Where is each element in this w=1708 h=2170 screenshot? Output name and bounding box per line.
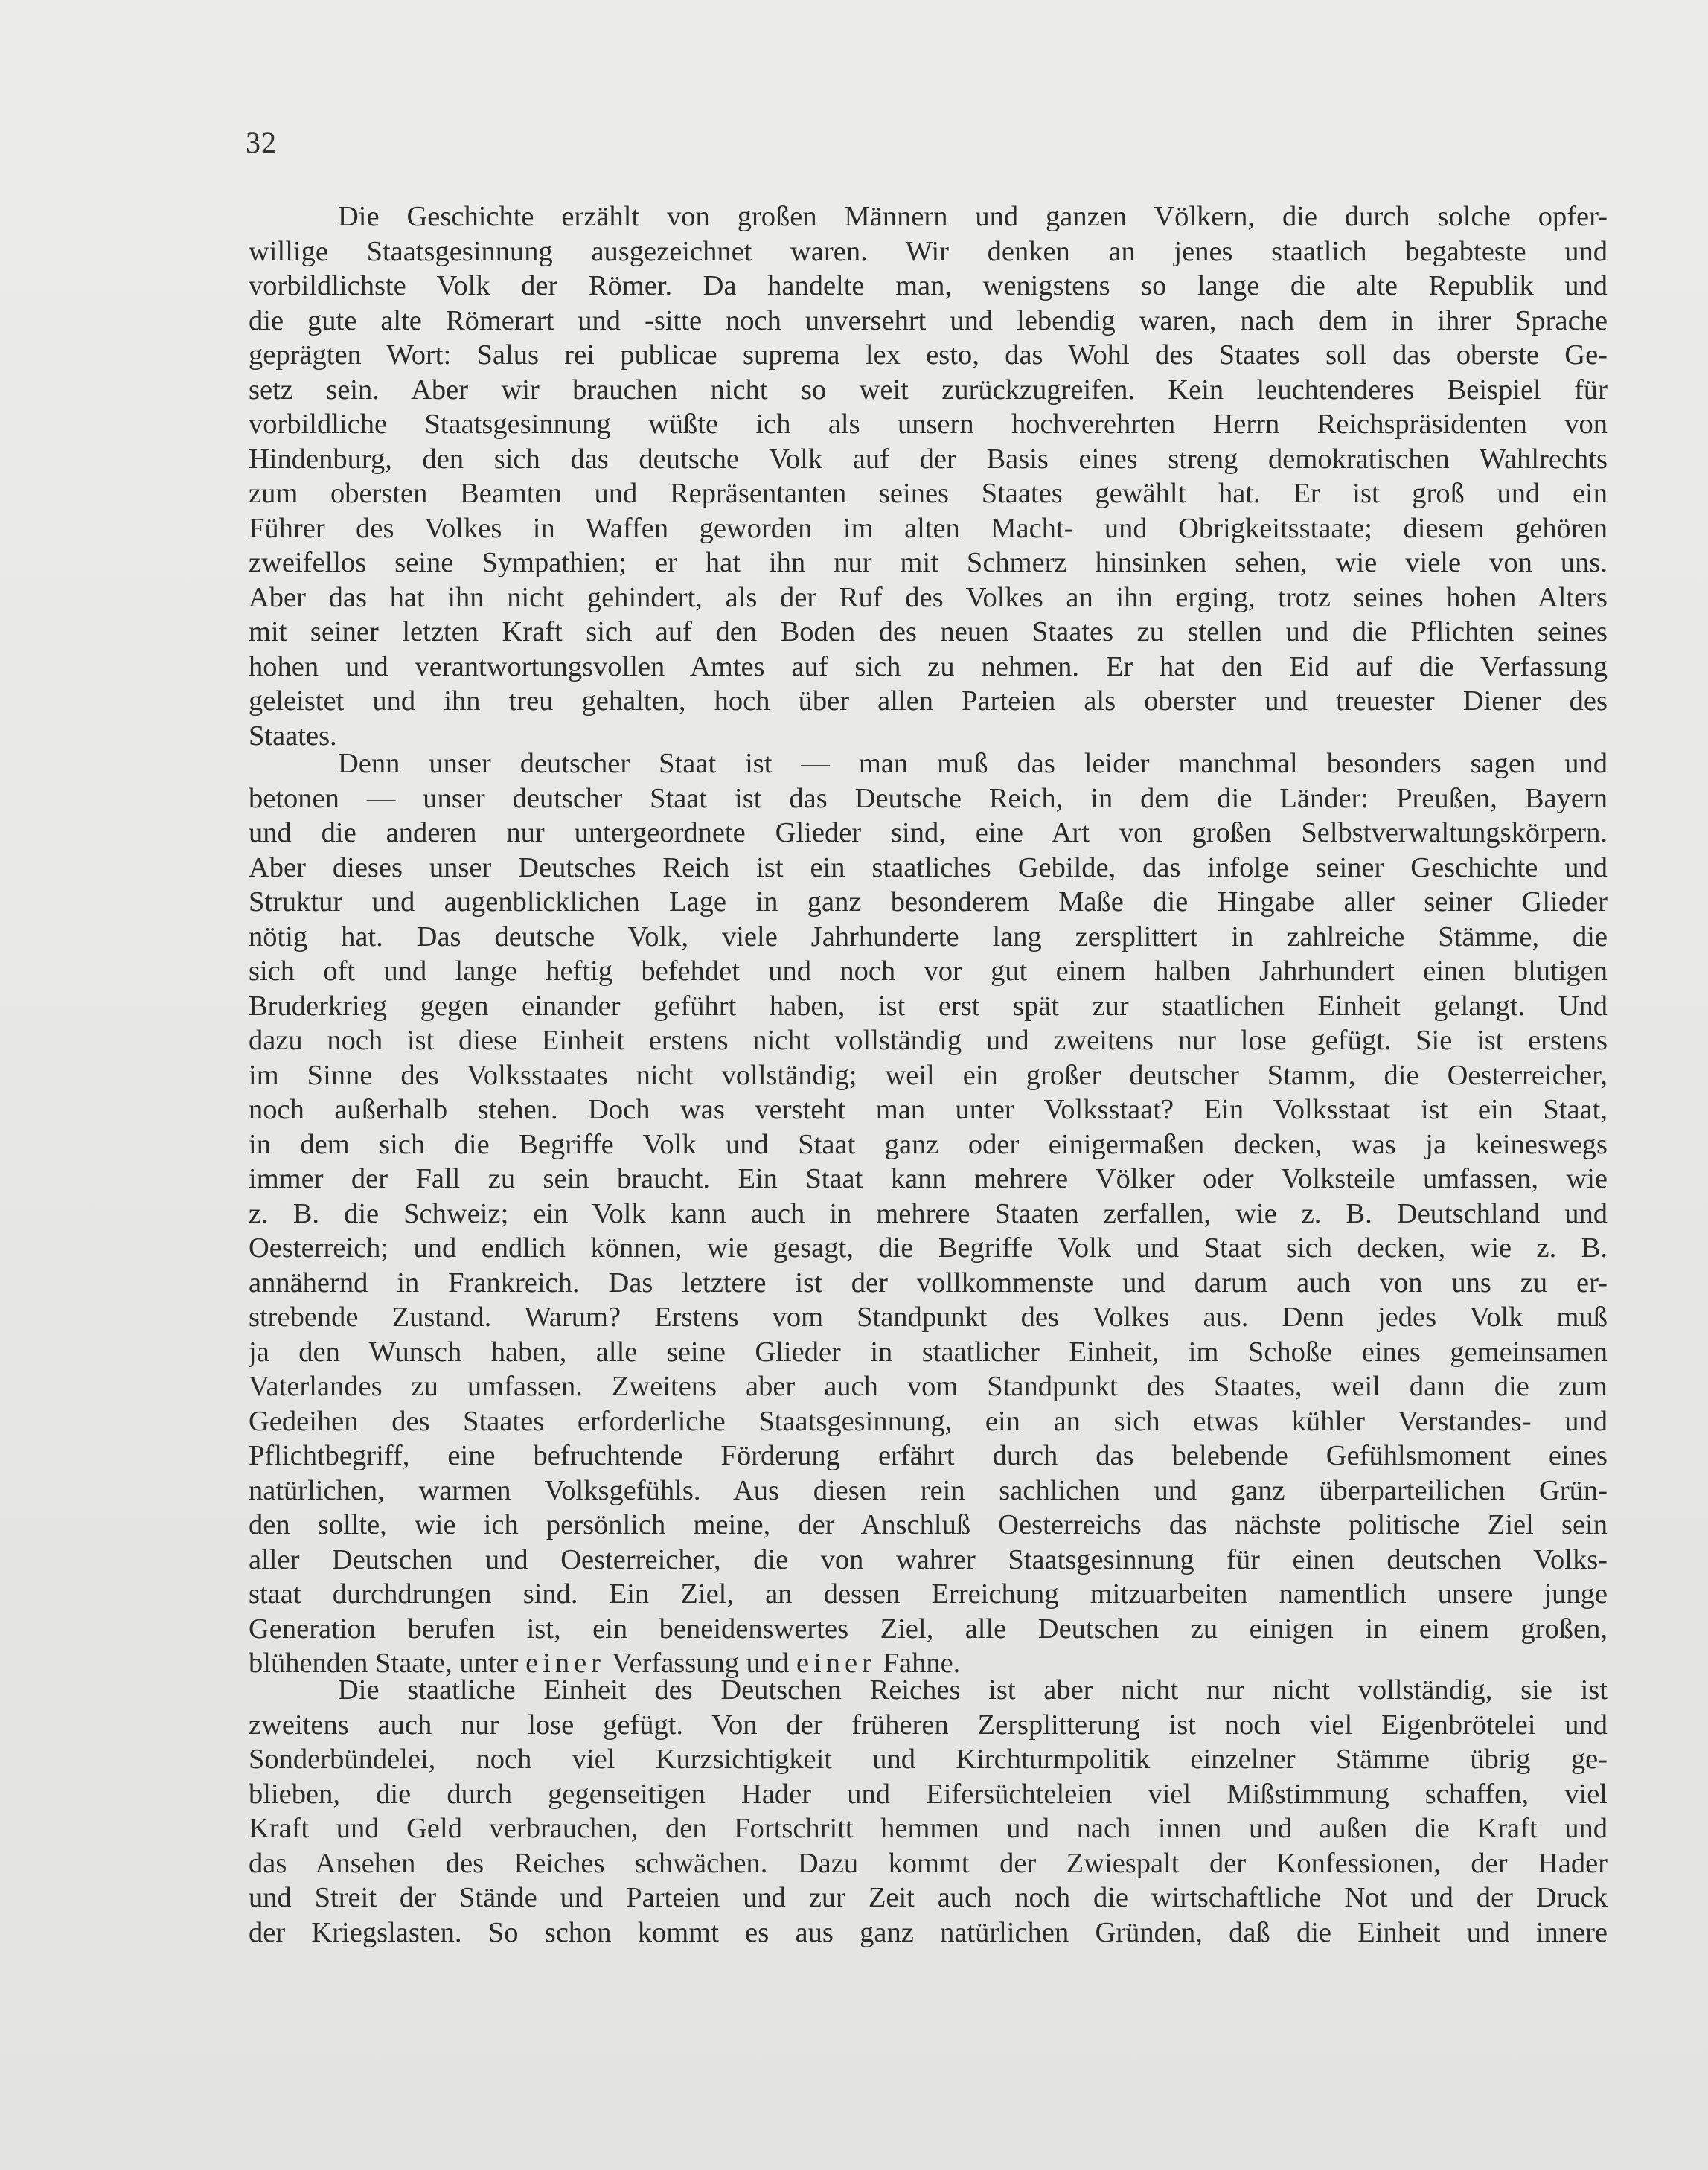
page-number: 32 [246, 126, 277, 159]
emphasized-word: einer [796, 1648, 876, 1679]
paragraph-1 [249, 199, 1608, 753]
text-line: hohen und verantwortungsvollen Amtes auf sich zu nehmen. Er hat den Eid auf die Verfassung [249, 650, 1608, 682]
text-line: mit seiner letzten Kraft sich auf den Boden des neuen Staates zu stellen und die Pflichten seines [249, 616, 1608, 647]
text-line: geprägten Wort: Salus rei publicae suprema lex esto, das Wohl des Staates soll das oberste Ge- [249, 339, 1608, 371]
text-line: staat durchdrungen sind. Ein Ziel, an dessen Erreichung mitzuarbeiten namentlich unsere junge [249, 1578, 1608, 1610]
paragraph-2 [249, 746, 1608, 1681]
text-line: setz sein. Aber wir brauchen nicht so weit zurückzugreifen. Kein leuchtenderes Beispiel für [249, 374, 1608, 406]
text-line: vorbildliche Staatsgesinnung wüßte ich als unsern hochverehrten Herrn Reichspräsidenten von [249, 409, 1608, 440]
text-run: blühenden Staate, unter [249, 1648, 526, 1679]
text-line: Gedeihen des Staates erforderliche Staatsgesinnung, ein an sich etwas kühler Verstandes- und [249, 1405, 1608, 1437]
text-line: in dem sich die Begriffe Volk und Staat ganz oder einigermaßen decken, was ja keineswegs [249, 1128, 1608, 1160]
text-line: immer der Fall zu sein braucht. Ein Staat kann mehrere Völker oder Volksteile umfassen, wie [249, 1163, 1608, 1194]
text-line: Vaterlandes zu umfassen. Zweitens aber auch vom Standpunkt des Staates, weil dann die zum [249, 1371, 1608, 1402]
text-line: strebende Zustand. Warum? Erstens vom Standpunkt des Volkes aus. Denn jedes Volk muß [249, 1302, 1608, 1333]
text-line: zum obersten Beamten und Repräsentanten seines Staates gewählt hat. Er ist groß und ein [249, 478, 1608, 509]
text-line: Pflichtbegriff, eine befruchtende Förderung erfährt durch das belebende Gefühlsmoment eines [249, 1440, 1608, 1471]
text-run: Fahne. [875, 1648, 961, 1679]
text-line: betonen — unser deutscher Staat ist das Deutsche Reich, in dem die Länder: Preußen, Bayern [249, 782, 1608, 814]
text-line: Struktur und augenblicklichen Lage in ganz besonderem Maße die Hingabe aller seiner Glieder [249, 886, 1608, 918]
text-line: nötig hat. Das deutsche Volk, viele Jahrhunderte lang zersplittert in zahlreiche Stämme, die [249, 921, 1608, 953]
text-line: natürlichen, warmen Volksgefühls. Aus diesen rein sachlichen und ganz überparteilichen Grün- [249, 1474, 1608, 1506]
text-line: ja den Wunsch haben, alle seine Glieder in staatlicher Einheit, im Schoße eines gemeinsamen [249, 1336, 1608, 1368]
text-line: die gute alte Römerart und -sitte noch unversehrt und lebendig waren, nach dem in ihrer Sprache [249, 304, 1608, 336]
text-line: noch außerhalb stehen. Doch was versteht man unter Volksstaat? Ein Volksstaat ist ein Staat, [249, 1094, 1608, 1125]
text-line: vorbildlichste Volk der Römer. Da handelte man, wenigstens so lange die alte Republik und [249, 270, 1608, 301]
text-line: der Kriegslasten. So schon kommt es aus ganz natürlichen Gründen, daß die Einheit und innere [249, 1916, 1608, 1948]
text-line: den sollte, wie ich persönlich meine, der Anschluß Oesterreichs das nächste politische Ziel sein [249, 1509, 1608, 1540]
text-line: z. B. die Schweiz; ein Volk kann auch in mehrere Staaten zerfallen, wie z. B. Deutschland und [249, 1197, 1608, 1229]
text-line: Generation berufen ist, ein beneidenswertes Ziel, alle Deutschen zu einigen in einem großen, [249, 1613, 1608, 1645]
emphasized-word: einer [525, 1648, 606, 1679]
text-line: annähernd in Frankreich. Das letztere ist der vollkommenste und darum auch von uns zu er- [249, 1267, 1608, 1299]
text-line: Bruderkrieg gegen einander geführt haben, ist erst spät zur staatlichen Einheit gelangt. Und [249, 990, 1608, 1022]
text-run: Verfassung und [605, 1648, 797, 1679]
text-line: Führer des Volkes in Waffen geworden im alten Macht- und Obrigkeitsstaate; diesem gehören [249, 512, 1608, 544]
text-line: und die anderen nur untergeordnete Glieder sind, eine Art von großen Selbstverwaltungskörpern. [249, 817, 1608, 848]
text-line: sich oft und lange heftig befehdet und noch vor gut einem halben Jahrhundert einen blutigen [249, 956, 1608, 987]
text-line: Die staatliche Einheit des Deutschen Reiches ist aber nicht nur nicht vollständig, sie ist [338, 1674, 1608, 1706]
text-line: blieben, die durch gegenseitigen Hader und Eifersüchteleien viel Mißstimmung schaffen, viel [249, 1778, 1608, 1810]
text-line: Hindenburg, den sich das deutsche Volk auf der Basis eines streng demokratischen Wahlrechts [249, 443, 1608, 475]
text-line: Die Geschichte erzählt von großen Männern und ganzen Völkern, die durch solche opfer- [338, 201, 1608, 232]
text-line: Denn unser deutscher Staat ist — man muß das leider manchmal besonders sagen und [338, 748, 1608, 779]
text-line: und Streit der Stände und Parteien und zur Zeit auch noch die wirtschaftliche Not und der Druck [249, 1882, 1608, 1913]
text-line: zweitens auch nur lose gefügt. Von der früheren Zersplitterung ist noch viel Eigenbrötelei und [249, 1709, 1608, 1741]
text-line: willige Staatsgesinnung ausgezeichnet waren. Wir denken an jenes staatlich begabteste und [249, 235, 1608, 267]
text-line: geleistet und ihn treu gehalten, hoch über allen Parteien als oberster und treuester Diener des [249, 685, 1608, 717]
text-line: Aber dieses unser Deutsches Reich ist ein staatliches Gebilde, das infolge seiner Geschichte und [249, 851, 1608, 883]
text-line: zweifellos seine Sympathien; er hat ihn nur mit Schmerz hinsinken sehen, wie viele von uns. [249, 547, 1608, 578]
text-line: Aber das hat ihn nicht gehindert, als der Ruf des Volkes an ihn erging, trotz seines hohen Alters [249, 581, 1608, 613]
paragraph-3 [249, 1673, 1608, 1950]
text-line: Sonderbündelei, noch viel Kurzsichtigkeit und Kirchturmpolitik einzelner Stämme übrig ge- [249, 1744, 1608, 1775]
text-line: aller Deutschen und Oesterreicher, die von wahrer Staatsgesinnung für einen deutschen Volks- [249, 1543, 1608, 1575]
text-line: Kraft und Geld verbrauchen, den Fortschritt hemmen und nach innen und außen die Kraft und [249, 1813, 1608, 1844]
text-line: im Sinne des Volksstaates nicht vollständig; weil ein großer deutscher Stamm, die Oesterreicher, [249, 1059, 1608, 1091]
text-line: dazu noch ist diese Einheit erstens nicht vollständig und zweitens nur lose gefügt. Sie ist erstens [249, 1025, 1608, 1056]
text-line: Oesterreich; und endlich können, wie gesagt, die Begriffe Volk und Staat sich decken, wie z. B. [249, 1232, 1608, 1264]
text-line: das Ansehen des Reiches schwächen. Dazu kommt der Zwiespalt der Konfessionen, der Hader [249, 1847, 1608, 1879]
text-line: Staates. [249, 720, 337, 752]
